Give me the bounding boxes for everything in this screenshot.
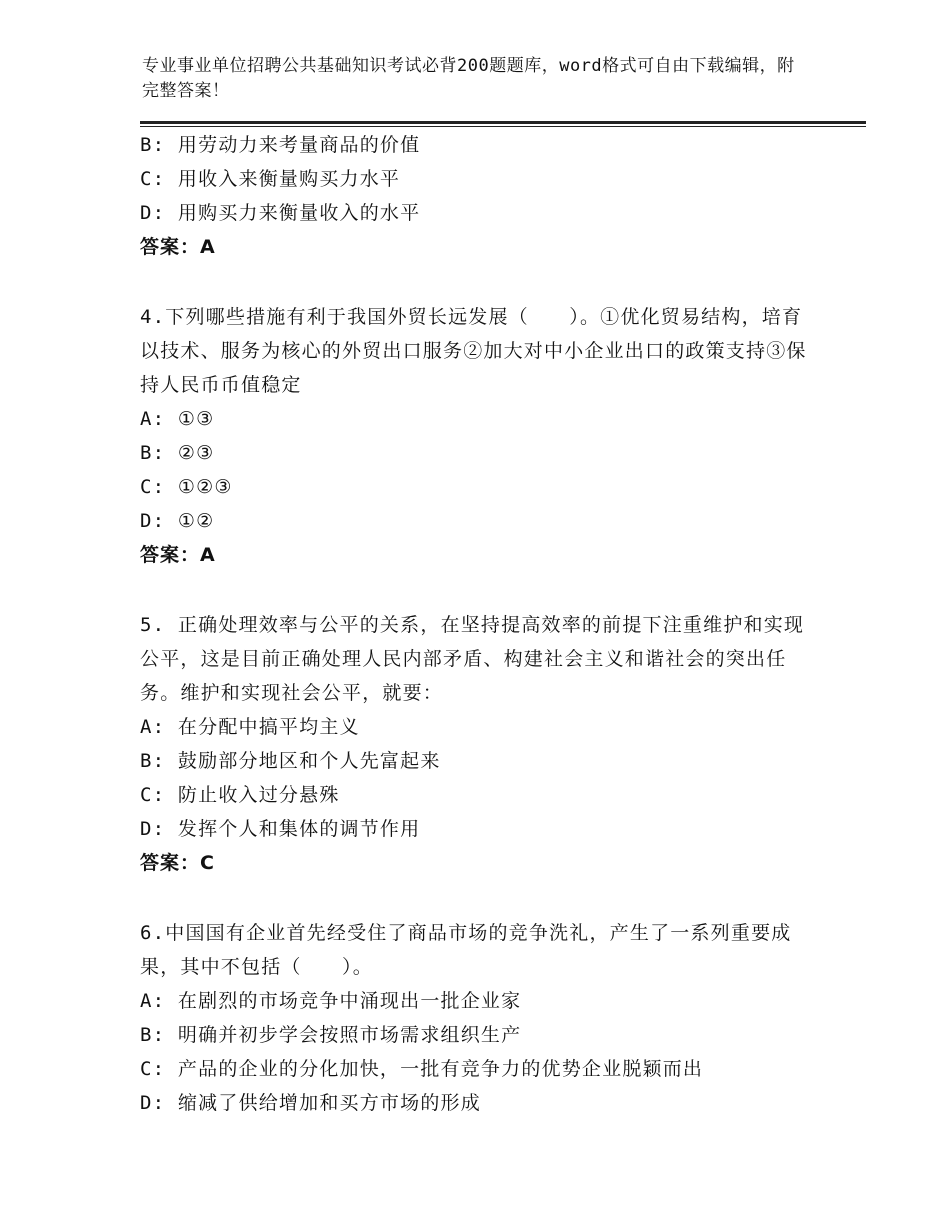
option-text: 用收入来衡量购买力水平 xyxy=(177,168,401,190)
option-a xyxy=(140,710,820,744)
answer-label: 答案：A xyxy=(140,236,216,258)
question-text: 6.中国国有企业首先经受住了商品市场的竞争洗礼，产生了一系列重要成果，其中不包括（ ）。 xyxy=(140,922,792,978)
question-3-continuation xyxy=(140,128,820,264)
option-key: C: xyxy=(140,476,166,498)
option-d xyxy=(140,504,820,538)
option-text: 用劳动力来考量商品的价值 xyxy=(177,134,421,156)
option-d xyxy=(140,812,820,846)
question-text: 5. 正确处理效率与公平的关系，在坚持提高效率的前提下注重维护和实现公平，这是目前正确处理人民内部矛盾、构建社会主义和谐社会的突出任务。维护和实现社会公平，就要： xyxy=(140,614,805,704)
option-text: 在剧烈的市场竞争中涌现出一批企业家 xyxy=(177,990,522,1012)
option-key: D: xyxy=(140,510,166,532)
option-key: C: xyxy=(140,1058,166,1080)
option-text: 用购买力来衡量收入的水平 xyxy=(177,202,421,224)
option-text: ①② xyxy=(177,510,215,532)
option-text: 在分配中搞平均主义 xyxy=(177,716,360,738)
option-b xyxy=(140,128,820,162)
answer-label: 答案：C xyxy=(140,852,215,874)
option-key: B: xyxy=(140,134,166,156)
option-text: ②③ xyxy=(177,442,215,464)
option-key: B: xyxy=(140,442,166,464)
option-text: 缩减了供给增加和买方市场的形成 xyxy=(177,1092,481,1114)
option-b xyxy=(140,744,820,778)
option-key: A: xyxy=(140,716,166,738)
question-text: 4.下列哪些措施有利于我国外贸长远发展（ ）。①优化贸易结构，培育以技术、服务为核心的外贸出口服务②加大对中小企业出口的政策支持③保持人民币币值稳定 xyxy=(140,306,807,396)
option-key: D: xyxy=(140,1092,166,1114)
page-header: 专业事业单位招聘公共基础知识考试必背200题题库，word格式可自由下载编辑，附完整答案！ xyxy=(142,56,795,101)
option-text: 鼓励部分地区和个人先富起来 xyxy=(177,750,441,772)
option-b xyxy=(140,1018,820,1052)
answer-label: 答案：A xyxy=(140,544,216,566)
option-d xyxy=(140,196,820,230)
option-key: B: xyxy=(140,750,166,772)
header-rule-thick xyxy=(140,121,866,124)
option-c xyxy=(140,470,820,504)
header-rule-thin xyxy=(140,126,866,127)
question-list xyxy=(140,128,820,1120)
option-text: ①③ xyxy=(177,408,215,430)
spacer xyxy=(140,572,820,608)
option-key: B: xyxy=(140,1024,166,1046)
spacer xyxy=(140,880,820,916)
option-text: 明确并初步学会按照市场需求组织生产 xyxy=(177,1024,522,1046)
option-c xyxy=(140,778,820,812)
option-b xyxy=(140,436,820,470)
option-key: D: xyxy=(140,202,166,224)
option-text: 产品的企业的分化加快，一批有竞争力的优势企业脱颖而出 xyxy=(177,1058,704,1080)
option-d xyxy=(140,1086,820,1120)
option-key: C: xyxy=(140,784,166,806)
option-text: 发挥个人和集体的调节作用 xyxy=(177,818,421,840)
option-key: A: xyxy=(140,990,166,1012)
spacer xyxy=(140,264,820,300)
option-key: C: xyxy=(140,168,166,190)
question-5 xyxy=(140,608,820,880)
option-text: ①②③ xyxy=(177,476,233,498)
option-a xyxy=(140,402,820,436)
option-c xyxy=(140,162,820,196)
option-key: A: xyxy=(140,408,166,430)
option-text: 防止收入过分悬殊 xyxy=(177,784,340,806)
option-c xyxy=(140,1052,820,1086)
option-a xyxy=(140,984,820,1018)
option-key: D: xyxy=(140,818,166,840)
question-4 xyxy=(140,300,820,572)
question-6 xyxy=(140,916,820,1120)
